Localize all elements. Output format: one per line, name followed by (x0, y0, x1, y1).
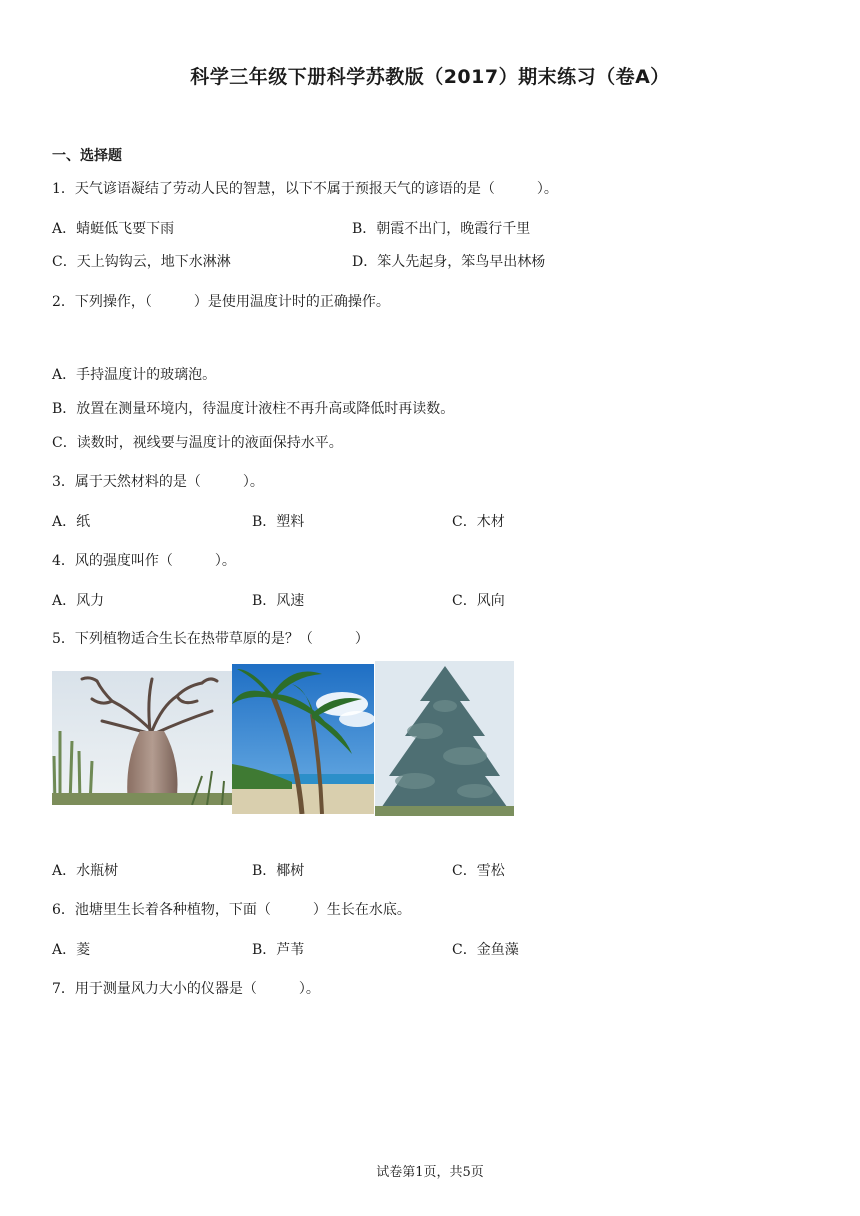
section-heading: 一、选择题 (52, 148, 122, 164)
question-4-stem: 4．风的强度叫作（ ）。 (52, 553, 236, 569)
question-1-option-c: C．天上钩钩云，地下水淋淋 (52, 254, 231, 270)
question-6-option-a: A．菱 (52, 942, 91, 958)
question-5-option-b: B．椰树 (252, 863, 305, 879)
page-footer: 试卷第1页，共5页 (376, 1165, 484, 1180)
question-2-option-c: C．读数时，视线要与温度计的液面保持水平。 (52, 435, 343, 451)
question-3-option-a: A．纸 (52, 514, 91, 530)
question-4-option-c: C．风向 (452, 593, 505, 609)
question-4-option-a: A．风力 (52, 593, 105, 609)
question-5-option-a: A．水瓶树 (52, 863, 119, 879)
question-1-option-b: B．朝霞不出门，晚霞行千里 (352, 221, 531, 237)
question-6-stem: 6．池塘里生长着各种植物，下面（ ）生长在水底。 (52, 902, 411, 918)
question-3-option-c: C．木材 (452, 514, 505, 530)
question-1-stem: 1．天气谚语凝结了劳动人民的智慧，以下不属于预报天气的谚语的是（ ）。 (52, 181, 558, 197)
coconut-palm-image (232, 664, 374, 814)
cedar-tree-image (375, 661, 514, 816)
question-5-stem: 5．下列植物适合生长在热带草原的是？（ ） (52, 631, 369, 647)
question-1-option-d: D．笨人先起身，笨鸟早出林杨 (352, 254, 546, 270)
question-2-stem: 2．下列操作，（ ）是使用温度计时的正确操作。 (52, 294, 390, 310)
question-6-option-c: C．金鱼藻 (452, 942, 519, 958)
question-1-option-a: A．蜻蜓低飞要下雨 (52, 221, 175, 237)
question-4-option-b: B．风速 (252, 593, 305, 609)
question-3-option-b: B．塑料 (252, 514, 305, 530)
page-title: 科学三年级下册科学苏教版（2017）期末练习（卷A） (190, 66, 670, 88)
question-2-option-b: B．放置在测量环境内，待温度计液柱不再升高或降低时再读数。 (52, 401, 455, 417)
bottle-tree-image (52, 671, 232, 805)
question-3-stem: 3．属于天然材料的是（ ）。 (52, 474, 264, 490)
question-7-stem: 7．用于测量风力大小的仪器是（ ）。 (52, 981, 320, 997)
question-2-option-a: A．手持温度计的玻璃泡。 (52, 367, 217, 383)
question-6-option-b: B．芦苇 (252, 942, 305, 958)
question-5-option-c: C．雪松 (452, 863, 505, 879)
